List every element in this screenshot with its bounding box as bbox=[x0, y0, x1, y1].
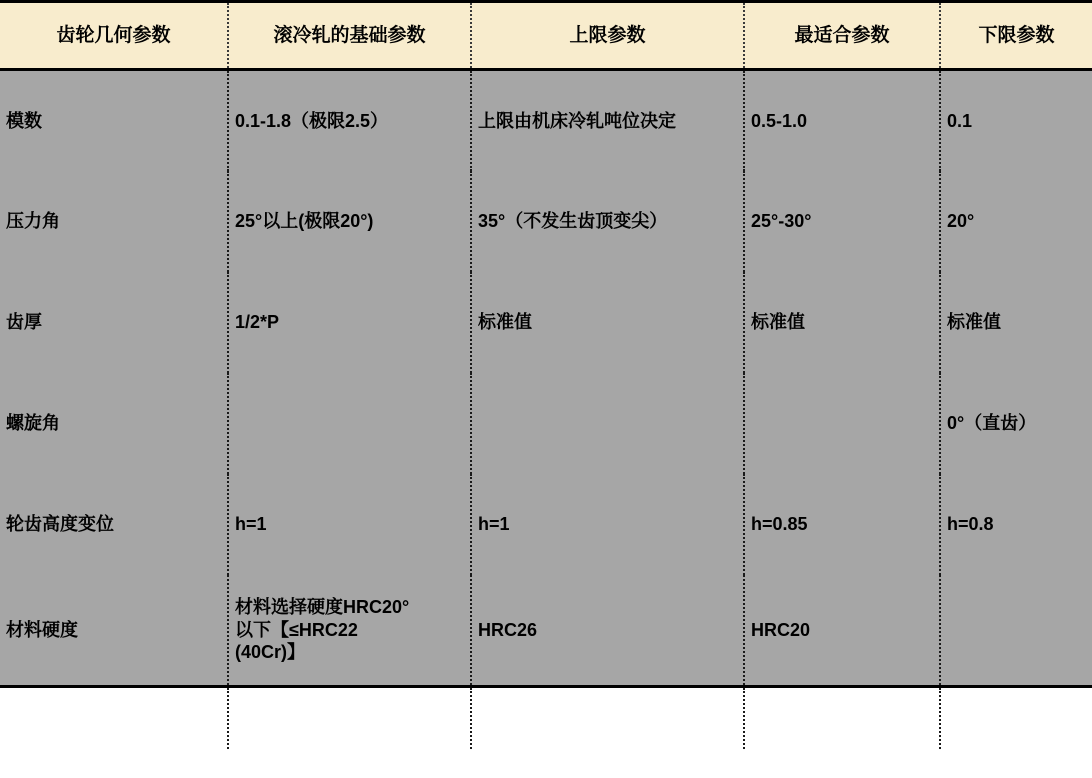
cell-lower: 标准值 bbox=[940, 272, 1092, 373]
cell-param-name: 齿厚 bbox=[0, 272, 228, 373]
cell-param-name: 螺旋角 bbox=[0, 373, 228, 474]
cell-best bbox=[744, 373, 940, 474]
cell-lower bbox=[940, 687, 1092, 749]
cell-base: 1/2*P bbox=[228, 272, 471, 373]
column-header-optimal: 最适合参数 bbox=[744, 2, 940, 70]
cell-base: h=1 bbox=[228, 474, 471, 575]
column-header-lower-limit: 下限参数 bbox=[940, 2, 1092, 70]
cell-upper bbox=[471, 373, 744, 474]
cell-base: 25°以上(极限20°) bbox=[228, 171, 471, 272]
cell-base-line-1: 材料选择硬度HRC20° bbox=[235, 597, 410, 617]
cell-best: h=0.85 bbox=[744, 474, 940, 575]
cell-lower: h=0.8 bbox=[940, 474, 1092, 575]
table-row bbox=[0, 272, 1092, 373]
cell-lower: 20° bbox=[940, 171, 1092, 272]
cell-upper: 上限由机床冷轧吨位决定 bbox=[471, 70, 744, 171]
cell-upper: HRC26 bbox=[471, 575, 744, 687]
cell-param-name: 压力角 bbox=[0, 171, 228, 272]
cell-upper: h=1 bbox=[471, 474, 744, 575]
table-header-row bbox=[0, 2, 1092, 70]
cell-base bbox=[228, 575, 471, 687]
cell-best: 25°-30° bbox=[744, 171, 940, 272]
cell-best: 标准值 bbox=[744, 272, 940, 373]
cell-upper bbox=[471, 687, 744, 749]
table-row bbox=[0, 575, 1092, 687]
table-row bbox=[0, 474, 1092, 575]
cell-param-name: 模数 bbox=[0, 70, 228, 171]
cell-best bbox=[744, 687, 940, 749]
cell-base-line-2: 以下【≤HRC22 bbox=[235, 619, 358, 640]
table-row bbox=[0, 70, 1092, 171]
cell-lower: 0°（直齿） bbox=[940, 373, 1092, 474]
column-header-geometry-parameter: 齿轮几何参数 bbox=[0, 2, 228, 70]
cell-upper: 35°（不发生齿顶变尖） bbox=[471, 171, 744, 272]
cell-base bbox=[228, 687, 471, 749]
cell-base-line-3: (40Cr)】 bbox=[235, 642, 306, 662]
table-row bbox=[0, 373, 1092, 474]
cell-base: 0.1-1.8（极限2.5） bbox=[228, 70, 471, 171]
cell-lower bbox=[940, 575, 1092, 687]
column-header-base-parameter: 滚冷轧的基础参数 bbox=[228, 2, 471, 70]
table-row bbox=[0, 171, 1092, 272]
cell-param-name: 轮齿高度变位 bbox=[0, 474, 228, 575]
cell-upper: 标准值 bbox=[471, 272, 744, 373]
cell-param-name bbox=[0, 687, 228, 749]
cell-best: 0.5-1.0 bbox=[744, 70, 940, 171]
table-row bbox=[0, 687, 1092, 749]
cell-best: HRC20 bbox=[744, 575, 940, 687]
column-header-upper-limit: 上限参数 bbox=[471, 2, 744, 70]
cell-lower: 0.1 bbox=[940, 70, 1092, 171]
cell-base bbox=[228, 373, 471, 474]
cell-param-name: 材料硬度 bbox=[0, 575, 228, 687]
